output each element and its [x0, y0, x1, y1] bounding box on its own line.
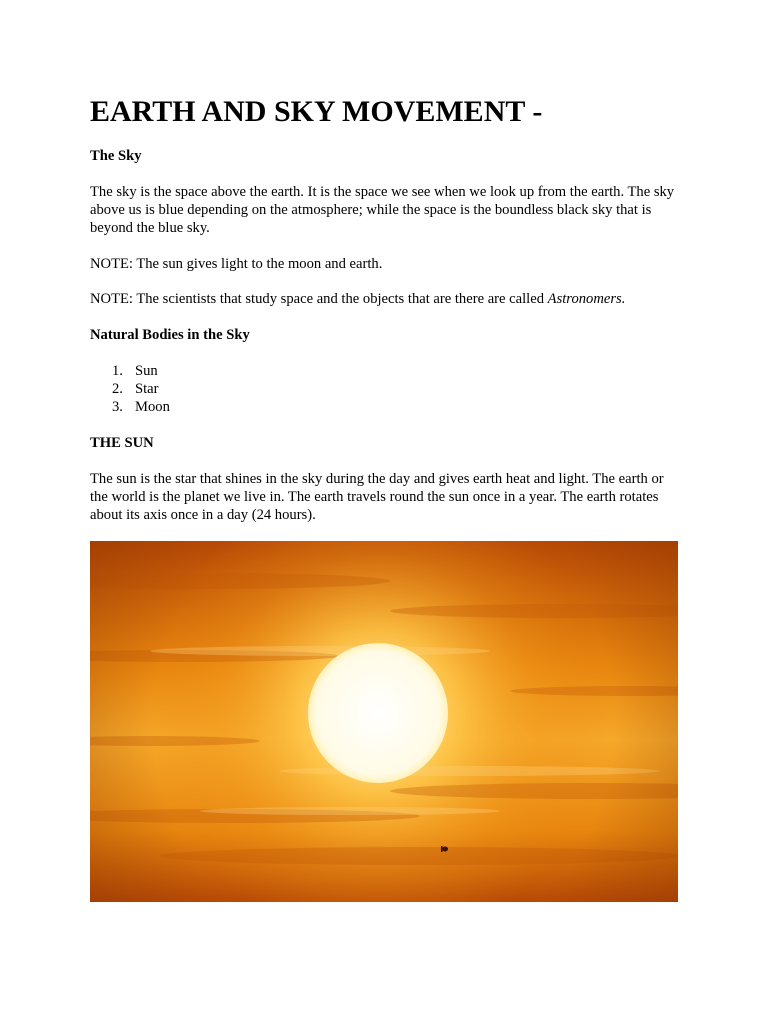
sun-heading: THE SUN [90, 435, 154, 451]
sky-heading: The Sky [90, 148, 142, 164]
sun-paragraph: The sun is the star that shines in the sky during the day and gives earth heat and light. The earth or the world is the planet we live in. The earth travels round the sun once in a year. The earth rotates about its axis once in a day (24 hours). [90, 471, 664, 523]
list-item [90, 380, 170, 398]
document-title: EARTH AND SKY MOVEMENT - [90, 95, 543, 128]
list-item [90, 362, 170, 380]
note-sun-light: NOTE: The sun gives light to the moon and earth. [90, 256, 383, 272]
sun-photo [90, 541, 678, 902]
list-item-label: Moon [135, 399, 170, 415]
note-astronomers-text: NOTE: The scientists that study space and the objects that are there are called [90, 291, 548, 307]
list-item-number: 3. [112, 399, 123, 415]
natural-bodies-list [90, 362, 170, 416]
list-item-label: Sun [135, 363, 158, 379]
sky-paragraph: The sky is the space above the earth. It is the space we see when we look up from the earth. The sky above us is blue depending on the atmosphere; while the space is the boundless black sky that is beyond the blue sky. [90, 184, 675, 236]
sun-photo-graphic [90, 541, 678, 902]
list-item-number: 1. [112, 363, 123, 379]
bodies-heading: Natural Bodies in the Sky [90, 327, 250, 343]
list-item-number: 2. [112, 381, 123, 397]
note-astronomers [90, 290, 678, 308]
astronomers-term: Astronomers. [547, 291, 626, 307]
list-item-label: Star [135, 381, 159, 397]
photo-vignette [90, 541, 678, 902]
list-item [90, 398, 170, 416]
